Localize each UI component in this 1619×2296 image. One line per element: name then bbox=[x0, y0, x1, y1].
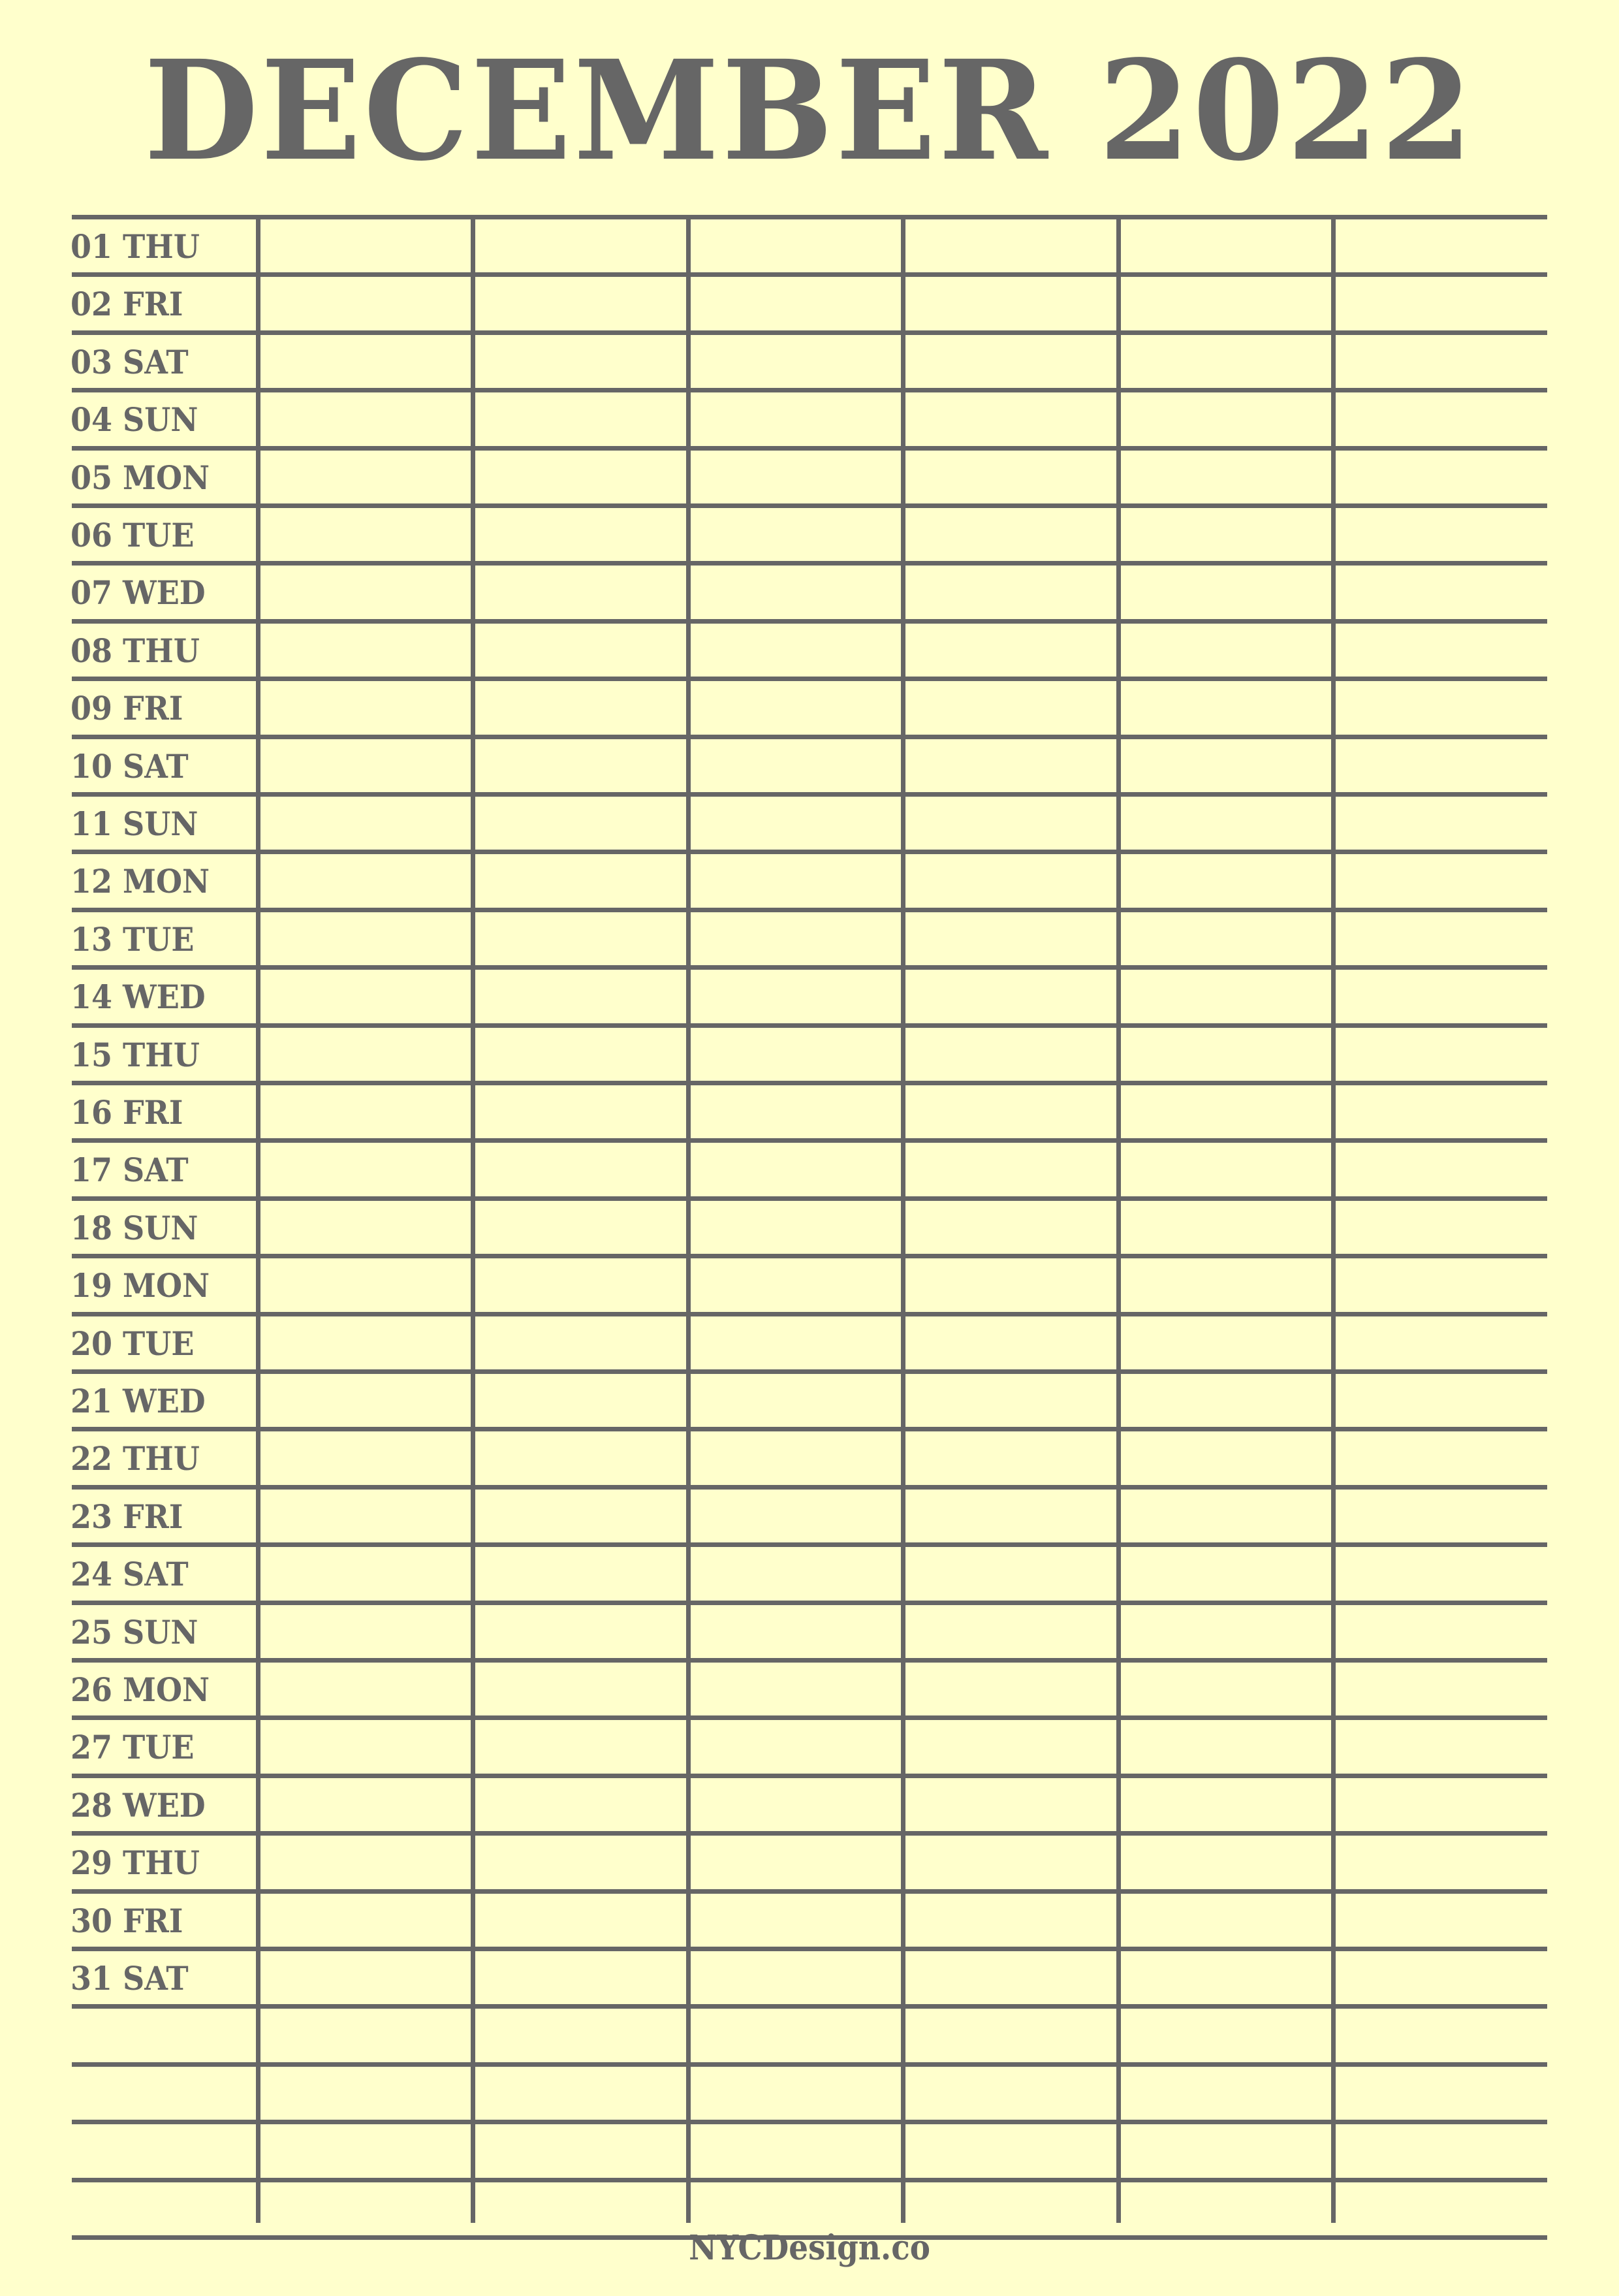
row-rule-line bbox=[72, 2062, 1547, 2067]
row-rule-line bbox=[72, 1138, 1547, 1143]
day-label: 06 TUE bbox=[71, 516, 195, 554]
day-label: 17 SAT bbox=[71, 1151, 189, 1189]
row-rule-line bbox=[72, 1254, 1547, 1258]
day-label: 09 FRI bbox=[71, 689, 183, 727]
day-label: 29 THU bbox=[71, 1843, 200, 1882]
row-rule-line bbox=[72, 503, 1547, 508]
day-label: 10 SAT bbox=[71, 747, 189, 786]
row-rule-line bbox=[72, 1196, 1547, 1201]
day-label: 23 FRI bbox=[71, 1497, 183, 1536]
row-rule-line bbox=[72, 272, 1547, 277]
row-rule-line bbox=[72, 1369, 1547, 1374]
page-title: DECEMBER 2022 bbox=[144, 30, 1475, 191]
row-rule-line bbox=[72, 1312, 1547, 1316]
column-divider-line bbox=[1331, 217, 1336, 2223]
day-label: 25 SUN bbox=[71, 1613, 198, 1651]
row-rule-line bbox=[72, 1889, 1547, 1894]
row-rule-line bbox=[72, 792, 1547, 797]
row-rule-line bbox=[72, 215, 1547, 219]
day-label: 26 MON bbox=[71, 1670, 210, 1709]
day-label: 05 MON bbox=[71, 458, 210, 497]
row-rule-line bbox=[72, 1485, 1547, 1490]
day-label: 19 MON bbox=[71, 1266, 210, 1305]
column-divider-line bbox=[686, 217, 691, 2223]
day-label: 13 TUE bbox=[71, 920, 195, 959]
row-rule-line bbox=[72, 2004, 1547, 2009]
day-label: 31 SAT bbox=[71, 1959, 189, 1998]
day-label: 01 THU bbox=[71, 227, 200, 266]
row-rule-line bbox=[72, 850, 1547, 854]
row-rule-line bbox=[72, 561, 1547, 566]
day-label: 11 SUN bbox=[71, 805, 198, 843]
day-label: 14 WED bbox=[71, 978, 206, 1016]
day-label: 02 FRI bbox=[71, 285, 183, 323]
row-rule-line bbox=[72, 446, 1547, 451]
day-label: 20 TUE bbox=[71, 1324, 195, 1363]
day-label: 27 TUE bbox=[71, 1728, 195, 1766]
column-divider-line bbox=[901, 217, 905, 2223]
row-rule-line bbox=[72, 330, 1547, 335]
day-label: 22 THU bbox=[71, 1439, 200, 1478]
row-rule-line bbox=[72, 2178, 1547, 2182]
row-rule-line bbox=[72, 1427, 1547, 1431]
day-label: 15 THU bbox=[71, 1036, 200, 1074]
day-label: 24 SAT bbox=[71, 1555, 189, 1593]
row-rule-line bbox=[72, 965, 1547, 970]
row-rule-line bbox=[72, 1831, 1547, 1836]
row-rule-line bbox=[72, 1023, 1547, 1028]
row-rule-line bbox=[72, 677, 1547, 681]
day-label: 30 FRI bbox=[71, 1902, 183, 1940]
row-rule-line bbox=[72, 1774, 1547, 1778]
row-rule-line bbox=[72, 1715, 1547, 1720]
row-rule-line bbox=[72, 1658, 1547, 1663]
day-label: 16 FRI bbox=[71, 1093, 183, 1132]
day-label: 04 SUN bbox=[71, 400, 198, 439]
row-rule-line bbox=[72, 735, 1547, 739]
day-label: 21 WED bbox=[71, 1382, 206, 1420]
row-rule-line bbox=[72, 1601, 1547, 1605]
footer-credit: NYCDesign.co bbox=[689, 2228, 930, 2268]
column-divider-line bbox=[471, 217, 475, 2223]
day-label: 12 MON bbox=[71, 862, 210, 901]
column-divider-line bbox=[256, 217, 260, 2223]
row-rule-line bbox=[72, 1542, 1547, 1547]
day-label: 18 SUN bbox=[71, 1209, 198, 1247]
column-divider-line bbox=[1116, 217, 1121, 2223]
day-label: 08 THU bbox=[71, 631, 200, 670]
day-label: 28 WED bbox=[71, 1786, 206, 1825]
row-rule-line bbox=[72, 619, 1547, 624]
row-rule-line bbox=[72, 1947, 1547, 1951]
day-label: 03 SAT bbox=[71, 343, 189, 381]
row-rule-line bbox=[72, 908, 1547, 912]
day-label: 07 WED bbox=[71, 573, 206, 612]
row-rule-line bbox=[72, 2120, 1547, 2124]
row-rule-line bbox=[72, 388, 1547, 392]
row-rule-line bbox=[72, 1081, 1547, 1085]
